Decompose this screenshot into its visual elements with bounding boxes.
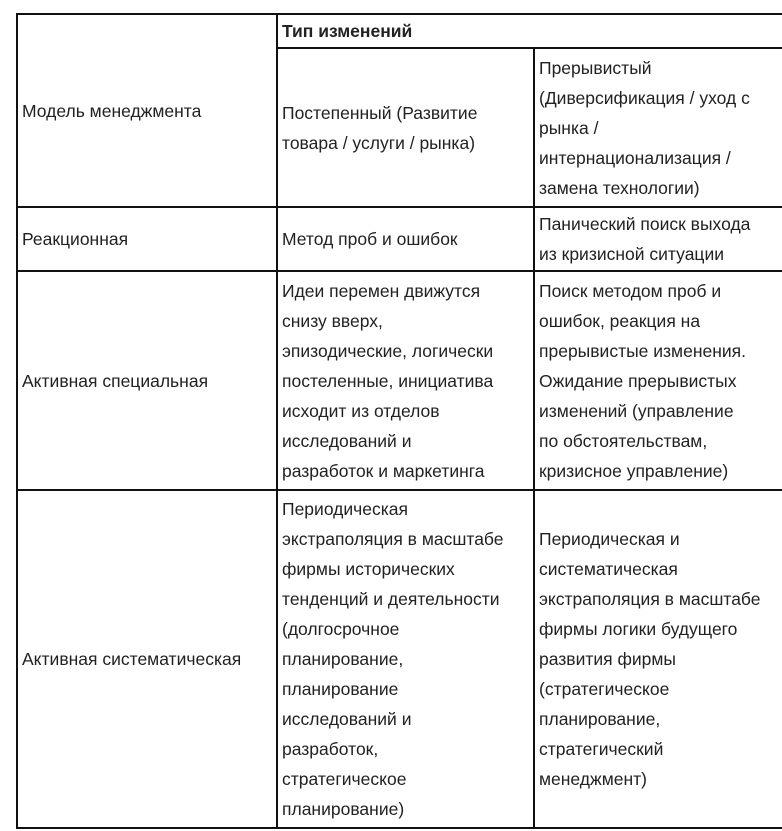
table-row <box>17 490 782 828</box>
cell-gradual: Метод проб и ошибок <box>277 207 534 271</box>
cell-model: Активная систематическая <box>17 490 277 828</box>
header-gradual: Постепенный (Развитие товара / услуги / рынка) <box>277 48 534 207</box>
cell-discontinuous: Панический поиск выхода из кризисной ситуации <box>534 207 782 271</box>
table-row <box>17 207 782 271</box>
header-row <box>17 14 782 48</box>
cell-gradual: Идеи перемен движутся снизу вверх, эпизодические, логически постеленные, инициатива исходит из отделов исследований и разработок и маркетинга <box>277 271 534 490</box>
header-model: Модель менеджмента <box>17 14 277 207</box>
cell-gradual: Периодическая экстраполяция в масштабе фирмы исторических тенденций и деятельности (долгосрочное планирование, планирование исследований и разработок, стратегическое планирование) <box>277 490 534 828</box>
table-row <box>17 271 782 490</box>
header-discontinuous: Прерывистый (Диверсификация / уход с рынка / интернационализация / замена технологии) <box>534 48 782 207</box>
cell-model: Активная специальная <box>17 271 277 490</box>
cell-model: Реакционная <box>17 207 277 271</box>
cell-discontinuous: Периодическая и систематическая экстраполяция в масштабе фирмы логики будущего развития фирмы (стратегическое планирование, стратегический менеджмент) <box>534 490 782 828</box>
management-models-table <box>16 13 782 829</box>
cell-discontinuous: Поиск методом проб и ошибок, реакция на прерывистые изменения. Ожидание прерывистых изменений (управление по обстоятельствам, кризисное управление) <box>534 271 782 490</box>
header-change-type: Тип изменений <box>277 14 782 48</box>
